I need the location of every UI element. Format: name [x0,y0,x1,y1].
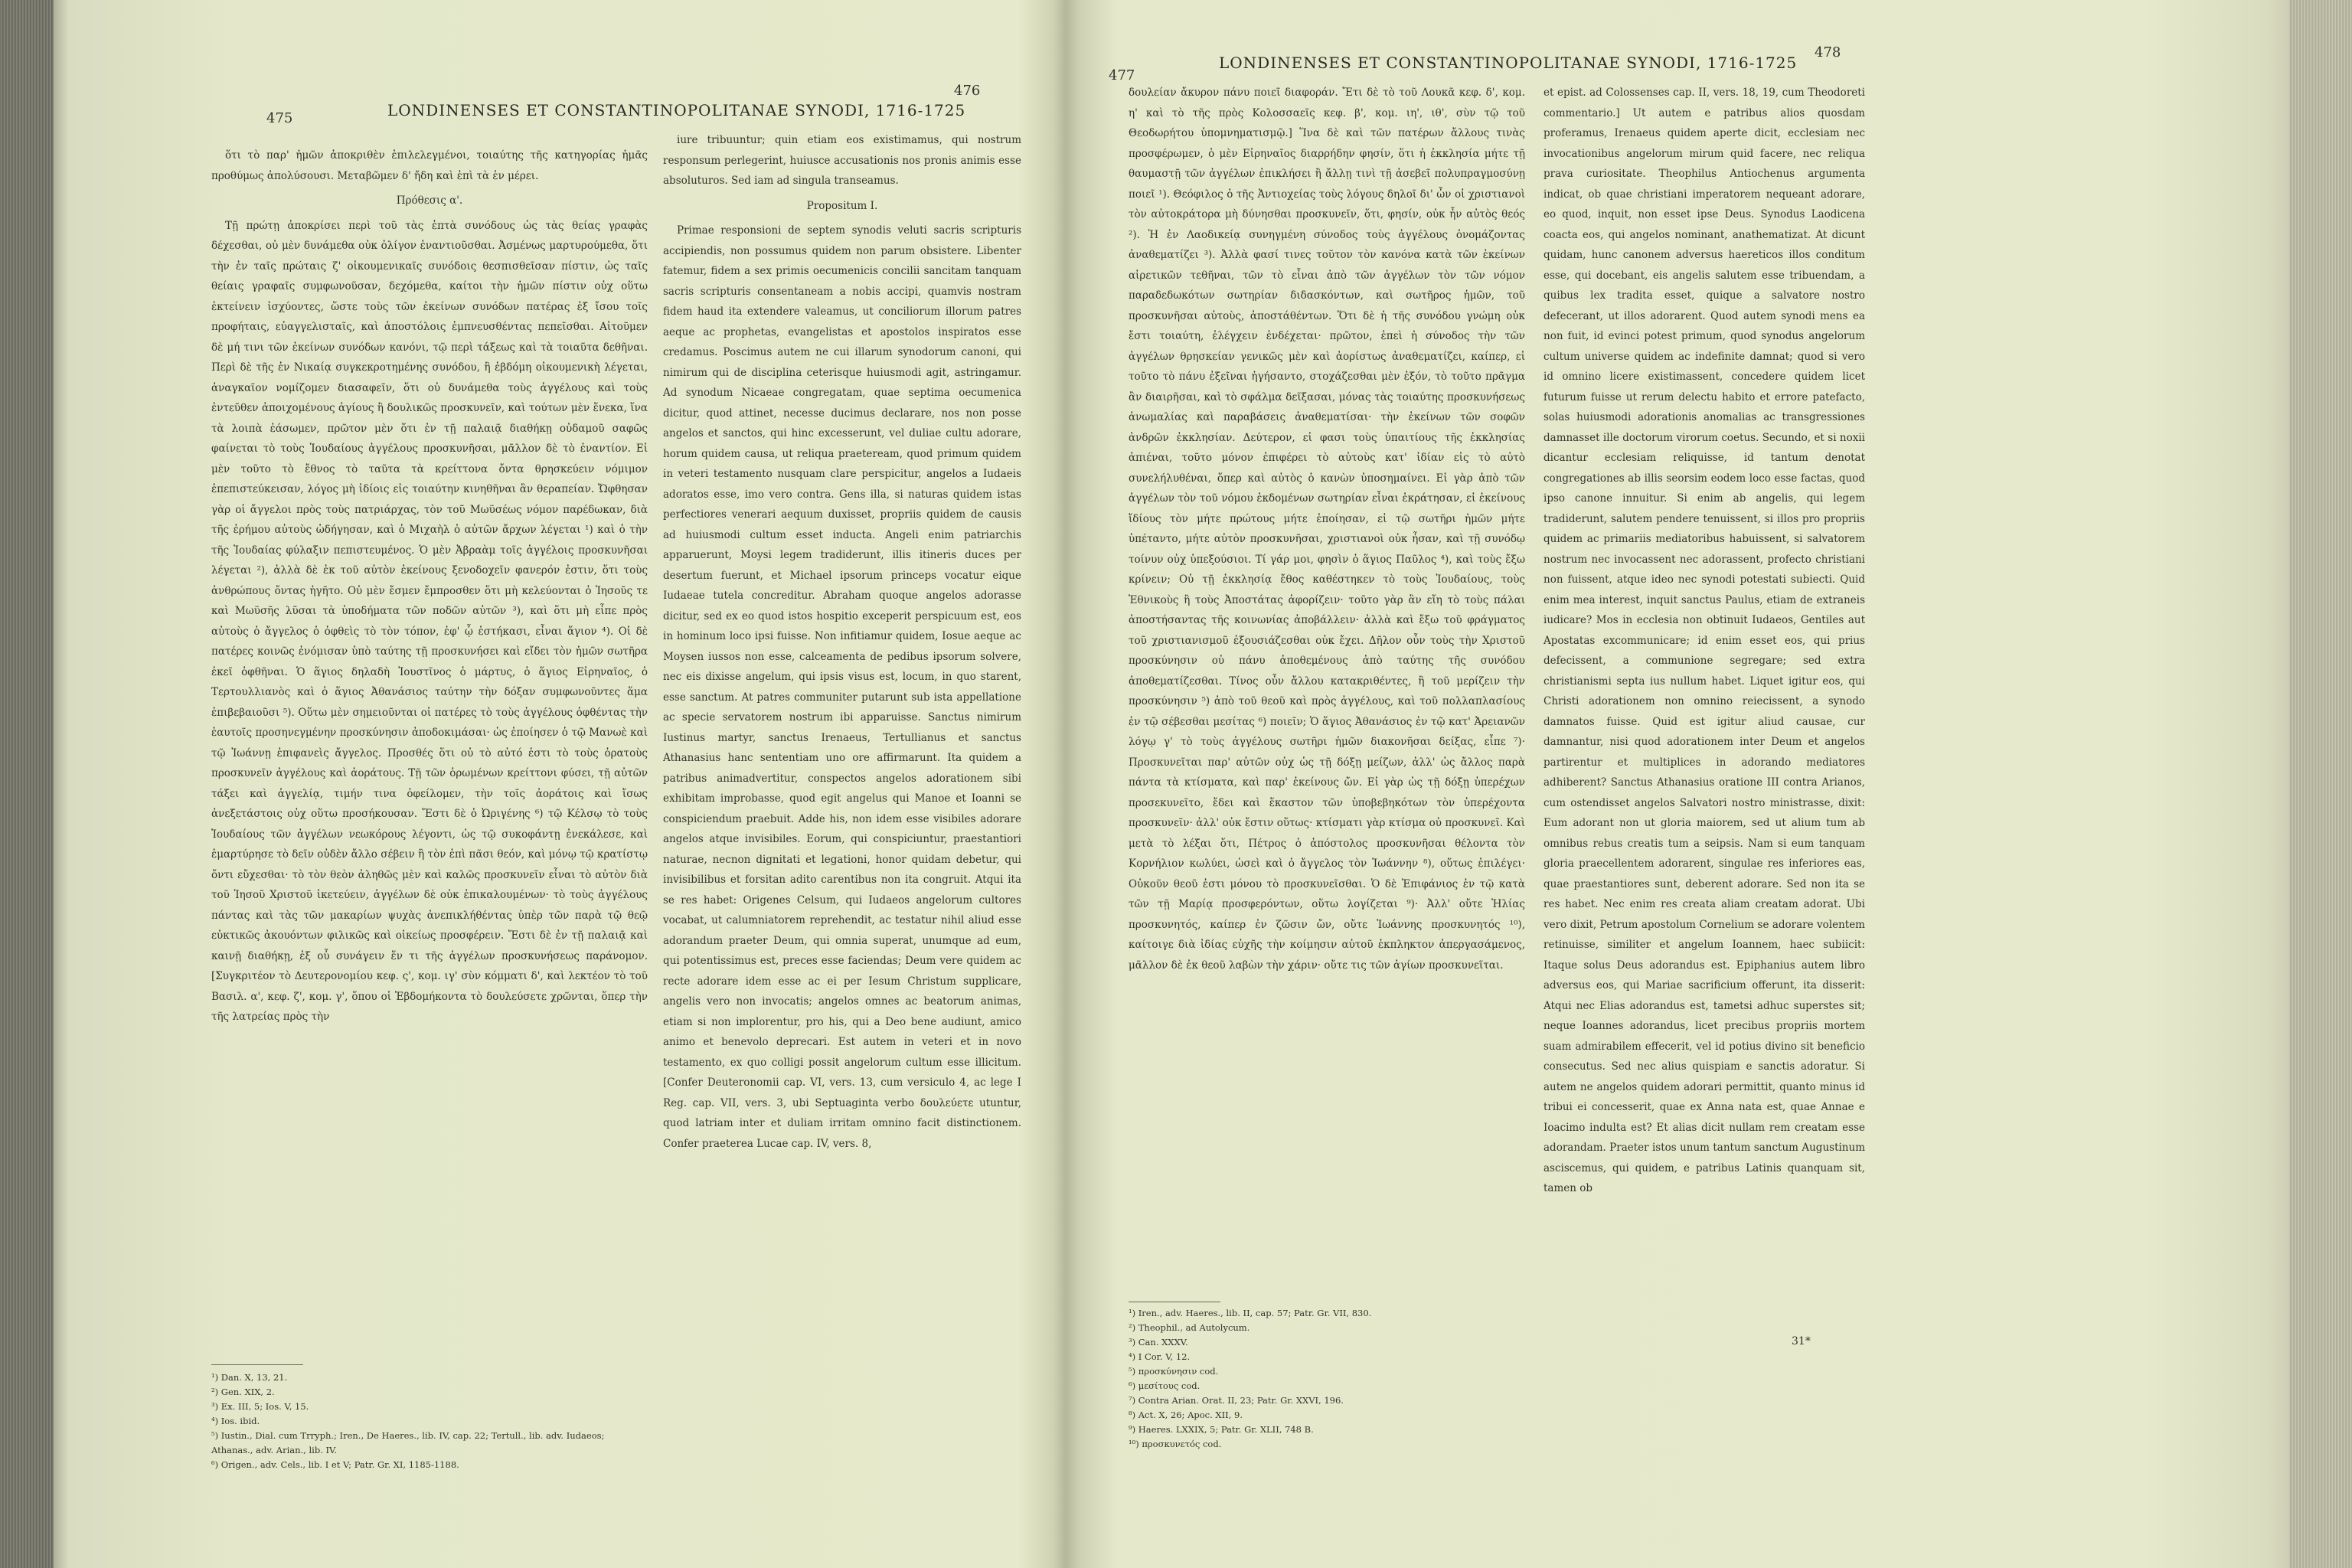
latin-heading: Propositum I. [806,199,878,212]
right-page [1087,0,2282,1568]
footnote: ⁵) προσκύνησιν cod. [1129,1366,1219,1377]
right-latin-column [1544,83,1865,1300]
footnote: ⁶) μεσίτους cod. [1129,1380,1200,1391]
left-page-edges [0,0,54,1568]
page-number-475: 475 [266,110,293,126]
signature-mark: 31* [1792,1335,1811,1348]
right-page-edges [2289,0,2352,1568]
right-greek-column [1129,83,1525,1292]
latin-intro-paragraph: iure tribuuntur; quin etiam eos existimamus, qui nostrum responsum perlegerint, huiusce accusationis nos pronis animis esse absoluturos. Sed iam ad singula transeamus. [663,134,1021,187]
footnote-rule-left [211,1364,303,1365]
running-head-right: LONDINENSES ET CONSTANTINOPOLITANAE SYNODI, 1716-1725 [1219,54,1798,72]
running-head-left: LONDINENSES ET CONSTANTINOPOLITANAE SYNODI, 1716-1725 [387,101,966,119]
footnote: ³) Ex. III, 5; Ios. V, 15. [211,1401,309,1412]
footnote: ⁴) I Cor. V, 12. [1129,1351,1191,1362]
footnote: ⁴) Ios. ibid. [211,1416,260,1426]
footnote: ⁸) Act. X, 26; Apoc. XII, 9. [1129,1410,1243,1420]
greek-continuation-paragraph: δουλείαν ἄκυρον πάνυ ποιεῖ διαφοράν. Ἔτι δὲ τὸ τοῦ Λουκᾶ κεφ. δ', κομ. η' καὶ τὸ τῆς πρὸς Κολοσσαεῖς κεφ. β', κομ. ιη', ιθ', σὺν τῷ τοῦ Θεοδωρήτου ὑπομνηματισμῷ.] Ἵνα δὲ καὶ τῶν πατέρων ἄλλους τινὰς προσφέρωμεν, ὁ μὲν Εἰρηναῖος διαρρήδην φησίν, ὅτι ἡ ἐκκλησία μήτε τῇ θαυμαστῇ τῶν ἀγγέλων ἐπικλήσει ἢ ἄλλῃ τινὶ τῇ ἀσεβεῖ πολυπραγμοσύνῃ ποιεῖ ¹). Θεόφιλος ὁ τῆς Ἀντιοχείας τοὺς λόγους δηλοῖ δι' ὧν οἱ χριστιανοὶ τὸν αὐτοκράτορα μὴ δύνησθαι προσκυνεῖν, ὅτι, φησίν, οὐκ ἦν αὐτὸς θεός ²). Ἡ ἐν Λαοδικείᾳ συνηγμένη σύνοδος τοὺς ἀγγέλους ὀνομάζοντας ἀναθεματίζει ³). Ἀλλὰ φασί τινες τοῦτον τὸν κανόνα κατὰ τῶν ἐκείνων αἱρετικῶν τεθῆναι, τῶν τὸ εἶναι ἀπὸ τῶν ἀγγέλων τὸν τῶν νόμον παραδεδωκότων σωτηρίαν διδασκόντων, καὶ σωτῆρος ἡμῶν, τοῦ προσκυνῆσαι αὐτοὺς, ἀποστάθέντων. Ὅτι δὲ ἡ τῆς συνόδου γνώμη οὐκ ἔστι τοιαύτη, ἐλέγχειν ἐνδέχεται· πρῶτον, ἐπεὶ ἡ σύνοδος τὴν τῶν ἀγγέλων θρησκείαν γενικῶς μὲν καὶ ἀορίστως ἀναθεματίζει, καίπερ, εἰ τοῦτο τὸ πάνυ ἐξεῖναι ἡγήσαντο, στοχάζεσθαι μὲν ἐξόν, τὸ τοῦτο πρᾶγμα ἂν διαιρῆσαι, καὶ τὸ σφάλμα δεῖξασαι, μόνας τὰς τοιαύτης προσκυνήσεως ἀνωμαλίας καὶ παραβάσεις ἀναθεματίσαι· τὴν ἐκείνων τῶν σοφῶν ἀνδρῶν ἐκκλησίαν. Δεύτερον, εἰ φασι τοὺς ὑπαιτίους τῆς ἐκκλησίας ἀπιέναι, τοῦτο μόνον ἐπιφέρει τὸ αὐτοὺς κατ' ἰδίαν εἰς τὸ αὐτὸ συνελήλυθέναι, ὅπερ καὶ αὐτὸς ὁ κανὼν ὑποσημαίνει. Εἰ γὰρ ἀπὸ τῶν ἀγγέλων τὸν τοῦ νόμου ἐκδομένων σωτηρίαν εἶναι ἐκράτησαν, εἰ ἐκείνους ἴδίους τὸν μήτε πρώτους μήτε ἐποίησαν, εἰ τῷ σωτῆρι ἡμῶν μήτε ὑπέταντο, μήτε αὐτὸν προσκυνῆσαι, χριστιανοὶ οὐκ ἦσαν, καὶ τῇ συνόδῳ τοίνυν οὐχ ὑπεξούσιοι. Τί γάρ μοι, φησὶν ὁ ἅγιος Παῦλος ⁴), καὶ τοὺς ἔξω κρίνειν; Οὐ τῇ ἐκκλησίᾳ ἔθος καθέστηκεν τὸ τοὺς Ἰουδαίους, τοὺς Ἐθνικοὺς ἢ τοὺς Ἀποστάτας ἀφορίζειν· τοῦτο γὰρ ἂν εἴη τὸ τοὺς πάλαι ἀποστήσαντας τῆς κοινωνίας ἀποβάλλειν· ἀλλὰ καὶ ἔξω τοῦ φράγματος τοῦ χριστιανισμοῦ ἐξουσιάζεσθαι οὐκ ἔχει. Δῆλον οὖν τοὺς τὴν Χριστοῦ προσκύνησιν οὐ πάνυ ἀποθεμένους ἀπὸ ταύτης τῆς συνόδου ἀποθεματίζεσθαι. Τίνος οὖν ἄλλου κατακριθέντες, ἢ τοῦ μερίζειν τὴν προσκύνησιν ⁵) ἀπὸ τοῦ θεοῦ καὶ πρὸς ἀγγέλους, καὶ τοῦ πολλαπλασίους ἐν τῷ σέβεσθαι μεσίτας ⁶) ποιεῖν; Ὁ ἅγιος Ἀθανάσιος ἐν τῷ κατ' Ἀρειανῶν λόγῳ γ' τὸ τοὺς ἀγγέλους σωτῆρι ἡμῶν διακονῆσαι δείξας, εἶπε ⁷)· Προσκυνεῖται παρ' αὐτῶν οὐχ ὡς τῇ δόξῃ μείζων, ἀλλ' ὡς ἄλλος παρὰ πάντα τὰ κτίσματα, καὶ παρ' ἐκείνους ὤν. Εἰ γὰρ ὡς τῇ δόξῃ ὑπερέχων προσεκυνεῖτο, ἔδει καὶ ἕκαστον τῶν ὑποβεβηκότων τὸν ὑπερέχοντα προσκυνεῖν· ἀλλ' οὐκ ἔστιν οὕτως· κτίσματι γὰρ κτίσμα οὐ προσκυνεῖ. Καὶ μετὰ τὸ λέξαι ὅτι, Πέτρος ὁ ἀπόστολος προσκυνῆσαι θέλοντα τὸν Κορνήλιον κωλύει, ὡσεὶ καὶ ὁ ἄγγελος τὸν Ἰωάννην ⁸), οὕτως ἐπιλέγει· Οὐκοῦν θεοῦ ἐστι μόνου τὸ προσκυνεῖσθαι. Ὁ δὲ Ἐπιφάνιος ἐν τῷ κατὰ τῶν τῇ Μαρίᾳ προσφερόντων, οὕτω λογίζεται ⁹)· Ἀλλ' οὔτε Ἠλίας προσκυνητός, καίπερ ἐν ζῶσιν ὤν, οὔτε Ἰωάννης προσκυνητός ¹⁰), καίτοιγε διὰ ἰδίας εὐχῆς τὴν κοίμησιν αὐτοῦ ἐκπληκτον ἀπεργασάμενος, μᾶλλον δὲ ἐκ θεοῦ λαβὼν τὴν χάριν· οὔτε τις τῶν ἁγίων προσκυνεῖται. [1129,87,1525,972]
footnote: ⁵) Iustin., Dial. cum Trryph.; Iren., De Haeres., lib. IV, cap. 22; Tertull., lib. adv. Iudaeos; Athanas., adv. Arian., lib. IV. [211,1430,605,1455]
footnote: ⁶) Origen., adv. Cels., lib. I et V; Patr. Gr. XI, 1185-1188. [211,1459,459,1470]
page-number-476: 476 [954,83,981,99]
page-number-477: 477 [1109,67,1135,83]
footnote: ¹) Dan. X, 13, 21. [211,1372,288,1383]
footnote: ⁷) Contra Arian. Orat. II, 23; Patr. Gr. XXVI, 196. [1129,1395,1344,1406]
footnote: ⁹) Haeres. LXXIX, 5; Patr. Gr. XLII, 748 B. [1129,1424,1314,1435]
footnote: ²) Gen. XIX, 2. [211,1387,275,1397]
latin-body-paragraph: Primae responsioni de septem synodis veluti sacris scripturis accipiendis, non possumus quidem non parum obsistere. Libenter fatemur, fidem a sex primis oecumenicis concilii sancitam tanquam sacris scripturis consentaneam a nobis accipi, quamvis nostram fidem haud ita extendere valeamus, ut conciliorum illorum patres aeque ac prophetas, evangelistas et apostolos inspiratos esse credamus. Poscimus autem ne cui illarum synodorum canoni, qui nimirum qui de disciplina ceterisque huiusmodi agit, astringamur. Ad synodum Nicaeae congregatam, quae septima oecumenica dicitur, quod attinet, necesse ducimus declarare, nos non posse angelos et sanctos, qui hinc excesserunt, vel duliae cultu adorare, horum quidem causa, ut reliqua praeteream, quod primum quidem in veteri testamento nusquam clare perspicitur, angelos a Iudaeis adoratos esse, imo vero contra. Gens illa, si naturas quidem istas perfectiores venerari aequum duxisset, propriis quidem de causis ad huiusmodi cultum esset inducta. Angeli enim patriarchis apparuerunt, Moysi legem tradiderunt, illis itineris duces per desertum fuerunt, et Michael ipsorum princeps vocatur eique Iudaeae tutela concreditur. Abraham quoque angelos adorasse dicitur, sed ex eo quod istos hospitio exceperit perspicuum est, eos in hominum loco ipsi fuisse. Non infitiamur quidem, Iosue aeque ac Moysen iussos non esse, calceamenta de pedibus ipsorum solvere, nec eis dixisse angelum, qui ipsis visus est, locum, in quo starent, esse sanctum. At patres communiter putarunt sub ista appellatione ac specie servatorem nostrum ibi apparuisse. Sanctus nimirum Iustinus martyr, sanctus Irenaeus, Tertullianus et sanctus Athanasius hanc sententiam uno ore affirmarunt. Ita quidem a patribus animadvertitur, conspectos angelos adorationem sibi exhibitam improbasse, quod egit angelus qui Manoe et Ioanni se conspiciendum praebuit. Adde his, non idem esse visibiles adorare angelos atque invisibiles. Eorum, qui conspiciuntur, praestantiori naturae, necnon dignitati et legationi, honor quidam debetur, qui invisibilibus et forsitan adito carentibus non ita congruit. Atqui ita se res habet: Origenes Celsum, qui Iudaeos angelorum cultores vocabat, ut calumniatorem reprehendit, ac testatur nihil aliud esse adorandum praeter Deum, qui omnia superat, unumque ad eum, qui potentissimus est, preces esse faciendas; Deum vere quidem ac recte adorare idem esse ac ei per Iesum Christum supplicare, angelis vero non invocatis; angelos omnes ac beatorum animas, etiam si non implorentur, pro his, qui a Deo bene audiunt, amico animo et benevolo deprecari. Est autem in veteri et in novo testamento, ex quo colligi possit angelorum cultum esse illicitum. [Confer Deuteronomii cap. VI, vers. 13, cum versiculo 4, ac lege I Reg. cap. VII, vers. 3, ubi Septuaginta verbo δουλεύετε utuntur, quod latriam inter et duliam irritam omnino facit distinctionem. Confer praeterea Lucae cap. IV, vers. 8, [663,224,1021,1150]
greek-intro-paragraph: ὅτι τὸ παρ' ἡμῶν ἀποκριθὲν ἐπιλελεγμένοι, τοιαύτης τῆς κατηγορίας ἡμᾶς προθύμως ἀπολύσουσι. Μεταβῶμεν δ' ἤδη καὶ ἐπὶ τὰ ἐν μέρει. [211,149,648,182]
greek-body-paragraph: Τῇ πρώτῃ ἀποκρίσει περὶ τοῦ τὰς ἑπτὰ συνόδους ὡς τὰς θείας γραφὰς δέχεσθαι, οὐ μὲν δυνάμεθα οὐκ ὀλίγον ἐναντιοῦσθαι. Ἀσμένως μαρτυρούμεθα, ὅτι τὴν ἐν ταῖς πρώταις ζ' οἰκουμενικαῖς συνόδοις θεσπισθεῖσαν πίστιν, ὡς ταῖς θείαις γραφαῖς συμφωνοῦσαν, δεχόμεθα, καίτοι τὴν ἡμῶν πίστιν οὐχ οὕτω ἐκτείνειν ἰσχύοντες, ὥστε τοὺς τῶν ἐκείνων συνόδων πατέρας ἐξ ἴσου τοῖς προφήταις, εὐαγγελισταῖς, καὶ ἀποστόλοις ἐμπνευσθέντας πεπεῖσθαι. Αἰτοῦμεν δὲ μή τινι τῶν ἐκείνων συνόδων κανόνι, τῷ περὶ τάξεως καὶ τὰ τοιαῦτα δεθῆναι. Περὶ δὲ τῆς ἐν Νικαίᾳ συγκεκροτημένης συνόδου, ἣ ἑβδόμη οἰκουμενικὴ λέγεται, ἀναγκαῖον νομίζομεν διασαφεῖν, ὅτι οὐ δυνάμεθα τοὺς ἀγγέλους καὶ τοὺς ἐντεῦθεν ἀποιχομένους ἁγίους ἢ δουλικῶς προσκυνεῖν, καὶ τούτων μὲν ἕνεκα, ἵνα τὰ λοιπὰ ἐάσωμεν, πρῶτον μὲν ὅτι ἐν τῇ παλαιᾷ διαθήκῃ οὐδαμοῦ σαφῶς φαίνεται τὸ τοὺς Ἰουδαίους ἀγγέλους προσκυνῆσαι, μᾶλλον δὲ τὸ ἐναντίον. Εἰ μὲν τοῦτο τὸ ἔθνος τὸ ταῦτα τὰ κρείττονα ὄντα θρησκεύειν νόμιμον ἐπεπιστεύκεισαν, λόγος μὴ ἰδίοις εἰς τοιαύτην κινηθῆναι ἂν θεραπείαν. Ὤφθησαν γὰρ οἱ ἄγγελοι πρὸς τοὺς πατριάρχας, τὸν τοῦ Μωϋσέως νόμον παρέδωκαν, διὰ τῆς ἐρήμου αὐτοὺς ὡδήγησαν, καὶ ὁ Μιχαὴλ ὁ αὐτῶν ἄρχων λέγεται ¹) καὶ ὁ τὴν τῆς Ἰουδαίας φύλαξιν πεπιστευμένος. Ὁ μὲν Ἀβραὰμ τοῖς ἀγγέλοις προσκυνῆσαι λέγεται ²), ἀλλὰ δὲ ἐκ τοῦ αὐτὸν ἐκείνους ξενοδοχεῖν φανερόν ἐστιν, ὅτι τοὺς ἀνθρώπους ὄντας ἡγῆτο. Οὐ μὲν ἔσμεν ἔμπροσθεν ὅτι μὴ κελεύονται ὁ Ἰησοῦς τε καὶ Μωϋσῆς λῦσαι τὰ ὑποδήματα τῶν ποδῶν αὐτῶν ³), καὶ ὅτι μὴ εἶπε πρὸς αὐτοὺς ὁ ἄγγελος ὁ ὀφθεὶς τὸ τὸν τόπον, ἐφ' ᾧ ἑστήκασι, εἶναι ἅγιον ⁴). Οἱ δὲ πατέρες κοινῶς ἐνόμισαν ὑπὸ ταύτης τῇ προσκυνήσει καὶ εἴδει τὸν ἡμῶν σωτῆρα ἐκεῖ ὀφθῆναι. Ὁ ἅγιος δηλαδὴ Ἰουστῖνος ὁ μάρτυς, ὁ ἅγιος Εἰρηναῖος, ὁ Τερτουλλιανὸς καὶ ὁ ἅγιος Ἀθανάσιος ταύτην τὴν δόξαν συμφωνοῦντες ἅμα ἐπιβεβαιοῦσι ⁵). Οὕτω μὲν σημειοῦνται οἱ πατέρες τὸ τοὺς ἀγγέλους ὀφθέντας τὴν ἑαυτοῖς προσηνεγμένην προσκύνησιν ἀποδοκιμάσαι· ὡς ἐποίησεν ὁ τῷ Μανωὲ καὶ τῷ Ἰωάννῃ ἐπιφανεὶς ἄγγελος. Προσθές ὅτι οὐ τὸ αὐτό ἐστι τὸ τοὺς ὁρατοὺς προσκυνεῖν ἀγγέλους καὶ ἀοράτους. Τῇ τῶν ὁρωμένων κρείττονι φύσει, τῇ αὐτῶν τάξει καὶ ἀγγελίᾳ, τιμήν τινα ὀφείλομεν, τὴν τοῖς ἀοράτοις καὶ ἴσως ἀνεξετάστοις οὐχ οὕτω προσήκουσαν. Ἔστι δὲ ὁ Ὠριγένης ⁶) τῷ Κέλσῳ τὸ τοὺς Ἰουδαίους τῶν ἀγγέλων νεωκόρους λέγοντι, ὡς τῷ συκοφάντῃ ἐνεκάλεσε, καὶ ἐμαρτύρησε τὸ δεῖν οὐδὲν ἄλλο σέβειν ἢ τὸν ἐπὶ πᾶσι θεόν, καὶ μόνῳ τῷ κρατίστῳ ὄντι εὔχεσθαι· τὸ τὸν θεὸν ἀληθῶς μὲν καὶ καλῶς προσκυνεῖν εἶναι τὸ αὐτὸν διὰ τοῦ Ἰησοῦ Χριστοῦ ἱκετεύειν, ἀγγέλων δὲ οὐκ ἐπικαλουμένων· τὸ τοὺς ἀγγέλους πάντας καὶ τὰς τῶν μακαρίων ψυχὰς ἀνεπικλήθέντας ὑπὲρ τῶν παρὰ τῷ θεῷ εὐκτικῶς ἀκουόντων φιλικῶς καὶ οἰκείως προσφέρειν. Ἔστι δὲ ἐν τῇ παλαιᾷ καὶ καινῇ διαθήκῃ, ἐξ οὗ συνάγειν ἕν τι τῆς ἀγγέλων προσκυνήσεως παράνομον. [Συγκριτέον τὸ Δευτερονομίου κεφ. ς', κομ. ιγ' σὺν κόμματι δ', καὶ λεκτέον τὸ τοῦ Βασιλ. α', κεφ. ζ', κομ. γ', ὅπου οἱ Ἑβδομήκοντα τὸ δουλεύσετε χρῶνται, ὅπερ τὴν τῆς λατρείας πρὸς τὴν [211,219,648,1023]
page-number-478: 478 [1815,44,1841,60]
left-footnotes [211,1370,640,1472]
left-greek-column [211,145,648,1355]
footnote: ³) Can. XXXV. [1129,1337,1188,1348]
right-footnotes [1129,1306,1557,1452]
greek-heading: Πρόθεσις α'. [396,194,463,207]
footnote: ²) Theophil., ad Autolycum. [1129,1322,1250,1333]
left-latin-column [663,130,1021,1348]
latin-continuation-paragraph: et epist. ad Colossenses cap. II, vers. 18, 19, cum Theodoreti commentario.] Ut autem e patribus alios quosdam proferamus, Irenaeus quidem aperte dicit, ecclesiam nec invocationibus angelorum mirum quid facere, nec reliqua prava curiositate. Theophilus Antiochenus argumenta indicat, ob quae christiani imperatorem nequeant adorare, eo quod, inquit, non esset ipse Deus. Synodus Laodicena coacta eos, qui angelos nominant, anathematizat. At dicunt quidam, hunc canonem adversus haereticos illos conditum esse, qui docebant, eis angelis salutem esse tribuendam, a quibus lex tradita esset, quique a salvatore nostro defecerant, ut illos adorarent. Quod autem synodi mens ea non fuit, id evinci potest primum, quod synodus angelorum cultum universe quidem ac indefinite damnat; quod si vero id omnino licere existimassent, concedere quidem licet futurum fuisse ut rerum delectu habito et errore patefacto, solas huiusmodi adorationis anomalias ac transgressiones damnasset ille doctorum virorum coetus. Secundo, et si noxii dicantur ecclesiam reliquisse, id tantum denotat congregationes ab illis seorsim eodem loco esse factas, quod ipso canone innuitur. Si enim ab angelis, qui legem tradiderunt, salutem pendere tenuissent, si illos pro propriis quidem ac primariis mediatoribus habuissent, si salvatorem nostrum nec invocassent nec adorassent, profecto christiani non fuissent, atque ideo nec synodi potestati subiecti. Quid enim mea interest, inquit sanctus Paulus, etiam de extraneis iudicare? Mos in ecclesia non obtinuit Iudaeos, Gentiles aut Apostatas excommunicare; id enim esset eos, qui prius defecissent, a communione segregare; sed extra christianismi septa ius nullum habet. Liquet igitur eos, qui Christi adorationem non omnino reiecissent, a synodo damnatos fuisse. Quid est igitur aliud causae, cur damnantur, nisi quod adorationem inter Deum et angelos partirentur et multiplices in adorando mediatores adhiberent? Sanctus Athanasius oratione III contra Arianos, cum ostendisset angelos Salvatori nostro ministrasse, dixit: Eum adorant non ut gloria maiorem, sed ut alium tum ab omnibus rebus creatis tum a seipsis. Nam si eum tanquam gloria praecellentem adorarent, singulae res inferiores eas, quae praestantiores sunt, deberent adorare. Sed non ita se res habet. Nec enim res creata aliam creatam adorat. Ubi vero dixit, Petrum apostolum Cornelium se adorare volentem retinuisse, similiter et angelum Ioannem, haec subiicit: Itaque solus Deus adorandus est. Epiphanius autem libro adversus eos, qui Mariae sacrificium offerunt, ita disserit: Atqui nec Elias adorandus est, tametsi adhuc superstes sit; neque Ioannes adorandus, licet precibus propriis mortem suam admirabilem effecerit, vel id potius divino sit beneficio consecutus. Sed nec alius quispiam e sanctis adoratur. Si autem ne angelos quidem adorari permittit, quanto minus id tribui ei concesserit, quae ex Anna nata est, quae Annae e Ioacimo indulta est? Et alias dicit nullam rem creatam esse adorandam. Praeter istos unum tantum sanctum Augustinum asciscemus, qui quidem, e patribus Latinis quanquam sit, tamen ob [1544,87,1865,1194]
footnote: ¹⁰) προσκυνετός cod. [1129,1439,1222,1449]
footnote: ¹) Iren., adv. Haeres., lib. II, cap. 57; Patr. Gr. VII, 830. [1129,1308,1372,1318]
left-page [61,0,1049,1568]
